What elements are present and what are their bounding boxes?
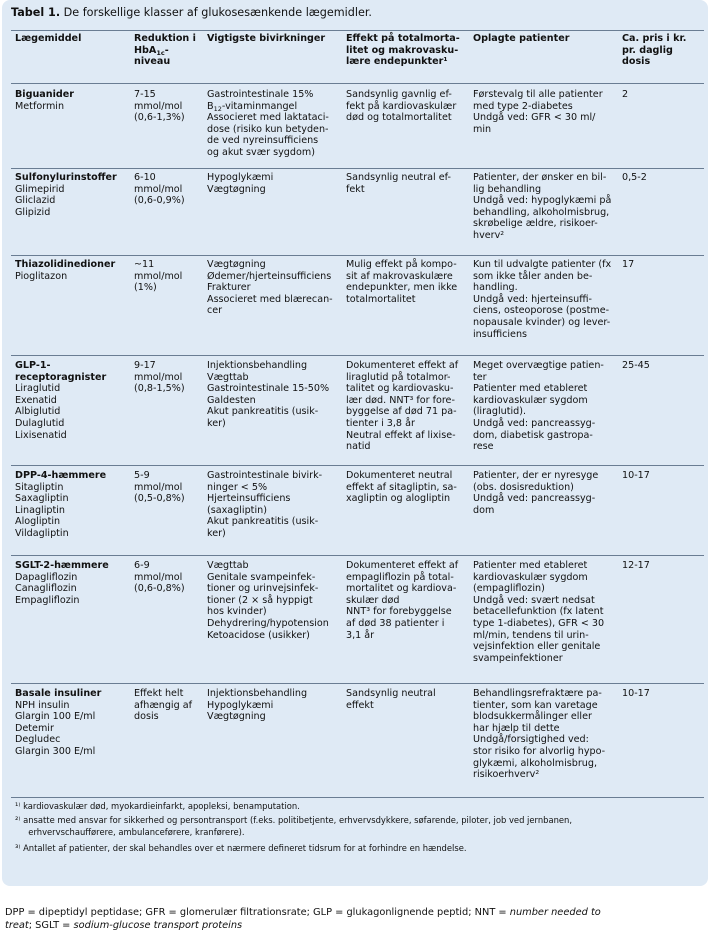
side-effects-cell: Gastrointestinale 15% $B_{12}$-vitaminmangel Associeret med laktataci- dose (risiko kun betyden- de ved nyreinsufficiens og akut svær sygdom) — [207, 89, 329, 158]
table-row — [11, 465, 704, 556]
drug-list: Dapagliflozin Canagliflozin Empagliflozin — [15, 571, 80, 606]
header-effect: Effekt på totalmorta- litet og makrovasku- lære endepunkter¹ — [346, 33, 460, 68]
header-drug: Lægemiddel — [15, 33, 82, 44]
price-cell: 25-45 — [622, 360, 650, 371]
table-row — [11, 168, 704, 256]
effect-cell: Mulig effekt på kompo- sit af makrovaskulære endepunkter, men ikke totalmortalitet — [346, 259, 458, 305]
table-number: Tabel 1. — [11, 6, 61, 19]
table-row — [11, 683, 704, 798]
patients-cell: Kun til udvalgte patienter (fx som ikke tåler anden be- handling. Undgå ved: hjerteinsuffi- ciens, osteoporose (postme- nopausale kvinder) og lever- insufficiens — [473, 259, 612, 340]
table-top-rule — [11, 30, 704, 31]
class-name: Basale insuliner — [15, 688, 102, 699]
table-row — [11, 85, 704, 169]
header-reduction: Reduktion i HbA$_{1c}$- niveau — [134, 33, 196, 68]
effect-cell: Dokumenteret effekt af liraglutid på totalmor- talitet og kardiovasku- lær død. NNT³ for fore- byggelse af død 71 pa- tienter i 3,8 år Neutral effekt af lixise- natid — [346, 360, 459, 453]
price-cell: 12-17 — [622, 560, 650, 571]
abbreviations-note — [5, 906, 601, 932]
class-name: GLP-1- receptoragnister — [15, 360, 107, 383]
patients-cell: Meget overvægtige patien- ter Patienter med etableret kardiovaskulær sygdom (liraglutid). Undgå ved: pancreassyg- dom, diabetisk gastropa- rese — [473, 360, 604, 453]
side-effects-cell: Gastrointestinale bivirk- ninger < 5% Hjerteinsufficiens (saxagliptin) Akut pankreatitis (usik- ker) — [207, 470, 323, 539]
class-name: Thiazolidinedioner — [15, 259, 116, 270]
footnote-1: ¹⁾ kardiovaskulær død, myokardieinfarkt, apopleksi, benamputation. — [15, 801, 300, 811]
table-caption: De forskellige klasser af glukosesænkende lægemidler. — [63, 6, 372, 19]
side-effects-cell: Vægtøgning Ødemer/hjerteinsufficiens Frakturer Associeret med blærecan- cer — [207, 259, 333, 317]
effect-cell: Dokumenteret neutral effekt af sitagliptin, sa- xagliptin og alogliptin — [346, 470, 457, 505]
header-side-effects: Vigtigste bivirkninger — [207, 33, 326, 44]
footnote-2: ²⁾ ansatte med ansvar for sikkerhed og persontransport (f.eks. politibetjente, erhvervsdykkere, søfarende, piloter, job ved jernbanen, erhvervschaufførere, ambulanceførere, kranførere). — [15, 815, 573, 838]
patients-cell: Patienter, der ønsker en bil- lig behandling Undgå ved: hypoglykæmi på behandling, alkoholmisbrug, skrøbelige ældre, risikoer- hverv² — [473, 172, 612, 241]
table-title — [11, 6, 372, 19]
drug-cell — [15, 470, 106, 540]
patients-cell: Førstevalg til alle patienter med type 2-diabetes Undgå ved: GFR < 30 ml/ min — [473, 89, 603, 135]
drug-list: Glimepirid Gliclazid Glipizid — [15, 183, 65, 218]
reduction-cell: Effekt helt afhængig af dosis — [134, 688, 192, 723]
header-price: Ca. pris i kr. pr. daglig dosis — [622, 33, 687, 68]
side-effects-cell: Injektionsbehandling Hypoglykæmi Vægtøgning — [207, 688, 308, 723]
reduction-cell: 5-9 mmol/mol (0,5-0,8%) — [134, 470, 185, 505]
drug-cell — [15, 688, 101, 758]
price-cell: 0,5-2 — [622, 172, 647, 183]
drug-list: Pioglitazon — [15, 270, 68, 282]
reduction-cell: 9-17 mmol/mol (0,8-1,5%) — [134, 360, 185, 395]
drug-cell — [15, 360, 106, 441]
header-patients: Oplagte patienter — [473, 33, 570, 44]
side-effects-cell: Hypoglykæmi Vægtøgning — [207, 172, 274, 195]
class-name: Sulfonylurinstoffer — [15, 172, 117, 183]
price-cell: 10-17 — [622, 688, 650, 699]
effect-cell: Sandsynlig gavnlig ef- fekt på kardiovaskulær død og totalmortalitet — [346, 89, 457, 124]
table-header-row — [11, 33, 704, 84]
effect-cell: Sandsynlig neutral ef- fekt — [346, 172, 451, 195]
price-cell: 10-17 — [622, 470, 650, 481]
table-row — [11, 355, 704, 466]
drug-cell — [15, 560, 109, 606]
drug-cell — [15, 259, 115, 282]
drug-list: Sitagliptin Saxagliptin Linagliptin Alogliptin Vildagliptin — [15, 481, 69, 539]
class-name: DPP-4-hæmmere — [15, 470, 107, 481]
reduction-cell: 6-10 mmol/mol (0,6-0,9%) — [134, 172, 185, 207]
patients-cell: Patienter med etableret kardiovaskulær sygdom (empagliflozin) Undgå ved: svært nedsat betacellefunktion (fx latent type 1-diabetes), GFR < 30 ml/min, tendens til urin- vejsinfektion eller genitale svampeinfektioner — [473, 560, 605, 664]
reduction-cell: ~11 mmol/mol (1%) — [134, 259, 183, 294]
abbreviations-text: DPP = dipeptidyl peptidase; GFR = glomerulær filtrationsrate; GLP = glukagonlignende peptid; NNT = number needed to treat; SGLT = sodium-glucose transport proteins — [5, 907, 601, 931]
drug-list: NPH insulin Glargin 100 E/ml Detemir Degludec Glargin 300 E/ml — [15, 699, 96, 757]
class-name: SGLT-2-hæmmere — [15, 560, 109, 571]
side-effects-cell: Vægttab Genitale svampeinfek- tioner og urinvejsinfek- tioner (2 × så hyppigt hos kvinder) Dehydrering/hypotension Ketoacidose (usikker) — [207, 560, 329, 641]
drug-cell — [15, 172, 117, 218]
side-effects-cell: Injektionsbehandling Vægttab Gastrointestinale 15-50% Galdesten Akut pankreatitis (usik- ker) — [207, 360, 330, 429]
drug-list: Metformin — [15, 100, 65, 112]
class-name: Biguanider — [15, 89, 74, 100]
patients-cell: Patienter, der er nyresyge (obs. dosisreduktion) Undgå ved: pancreassyg- dom — [473, 470, 599, 516]
drug-list: Liraglutid Exenatid Albiglutid Dulaglutid Lixisenatid — [15, 383, 67, 441]
reduction-cell: 6-9 mmol/mol (0,6-0,8%) — [134, 560, 185, 595]
table-row — [11, 555, 704, 684]
patients-cell: Behandlingsrefraktære pa- tienter, som kan varetage blodsukkermålinger eller har hjælp til dette Undgå/forsigtighed ved: stor risiko for alvorlig hypo- glykæmi, alkoholmisbrug, risikoerhverv² — [473, 688, 606, 781]
drug-cell — [15, 89, 74, 112]
price-cell: 2 — [622, 89, 629, 100]
price-cell: 17 — [622, 259, 635, 270]
effect-cell: Sandsynlig neutral effekt — [346, 688, 436, 711]
table-row — [11, 255, 704, 356]
footnote-3: ³⁾ Antallet af patienter, der skal behandles over et nærmere defineret tidsrum for at forhindre en hændelse. — [15, 843, 467, 853]
table-panel — [2, 0, 708, 886]
effect-cell: Dokumenteret effekt af empagliflozin på total- mortalitet og kardiova- skulær død NNT³ for forebyggelse af død 38 patienter i 3,1 år — [346, 560, 459, 641]
reduction-cell: 7-15 mmol/mol (0,6-1,3%) — [134, 89, 185, 124]
